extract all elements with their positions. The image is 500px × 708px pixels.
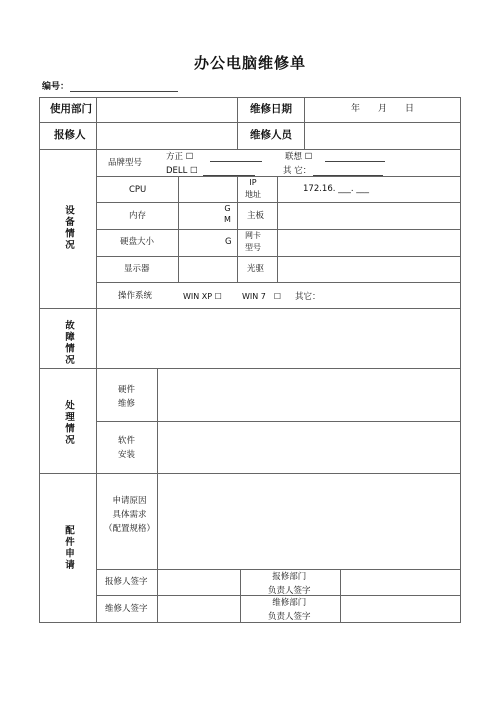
hardware-repair-label: 硬件 维修 [118,385,136,409]
memory-input[interactable] [179,203,224,228]
reporter-label: 报修人 [54,129,86,141]
date-label: 维修日期 [250,103,292,115]
monitor-input[interactable] [179,257,236,281]
repairer-sign-field[interactable] [158,596,239,622]
disk-label: 硬盘大小 [120,237,155,247]
mainboard-label: 主板 [247,211,265,221]
reporter-dept-sign-field[interactable] [341,570,460,594]
brand-fangzheng-line[interactable] [210,161,262,162]
reporter-dept-sign-label: 报修部门 负责人签字 [268,572,311,596]
dept-label: 使用部门 [50,103,92,115]
memory-label: 内存 [129,211,147,221]
optical-input[interactable] [278,257,460,281]
software-install-area[interactable] [158,422,460,472]
nic-label: 网卡 型号 [245,231,261,252]
ip-value[interactable]: 172.16. ___. ___ [303,184,370,194]
fault-description-area[interactable] [97,309,460,367]
reporter-sign-field[interactable] [158,570,239,594]
equipment-section-label: 设备情况 [63,205,74,251]
repairer-input[interactable] [305,123,460,148]
brand-lianxiang-line[interactable] [325,161,385,162]
os-other-label: 其它： [295,292,321,302]
brand-dell-checkbox[interactable]: DELL ☐ [166,166,198,176]
process-section-label: 处理情况 [63,400,74,446]
cpu-label: CPU [129,185,147,195]
os-win7-checkbox[interactable]: WIN 7 ☐ [242,292,282,301]
request-reason-area[interactable] [158,474,460,568]
disk-input[interactable] [179,230,224,255]
cpu-input[interactable] [179,177,236,201]
page-title: 办公电脑维修单 [193,54,306,72]
reporter-input[interactable] [97,123,236,148]
repairer-label: 维修人员 [250,129,292,141]
disk-unit: G [225,237,232,247]
monitor-label: 显示器 [124,264,150,274]
serial-label: 编号： [42,82,70,92]
software-install-label: 软件 安装 [118,436,136,460]
repairer-sign-label: 维修人签字 [105,604,148,614]
mainboard-input[interactable] [278,203,460,228]
date-value[interactable]: 年 月 日 [351,104,415,114]
dept-input[interactable] [97,98,236,121]
os-xp-checkbox[interactable]: WIN XP ☐ [183,292,222,301]
brand-label: 品牌型号 [108,158,143,168]
parts-section-label: 配件申请 [63,525,74,571]
memory-unit: G M [224,204,231,224]
nic-input[interactable] [278,230,460,255]
brand-dell-line[interactable] [203,175,255,176]
ip-label: IP 地址 [245,178,261,199]
request-reason-label: 申请原因 具体需求 （配置规格） [104,496,156,534]
hardware-repair-area[interactable] [158,369,460,420]
fault-section-label: 故障情况 [63,320,74,366]
brand-lianxiang-checkbox[interactable]: 联想 ☐ [285,152,313,162]
brand-other-line[interactable] [313,175,383,176]
os-label: 操作系统 [118,291,153,301]
brand-fangzheng-checkbox[interactable]: 方正 ☐ [166,152,194,162]
repairer-dept-sign-label: 维修部门 负责人签字 [268,598,311,622]
optical-label: 光驱 [247,264,265,274]
brand-other-label: 其 它： [283,166,312,176]
reporter-sign-label: 报修人签字 [105,577,148,587]
repairer-dept-sign-field[interactable] [341,596,460,622]
